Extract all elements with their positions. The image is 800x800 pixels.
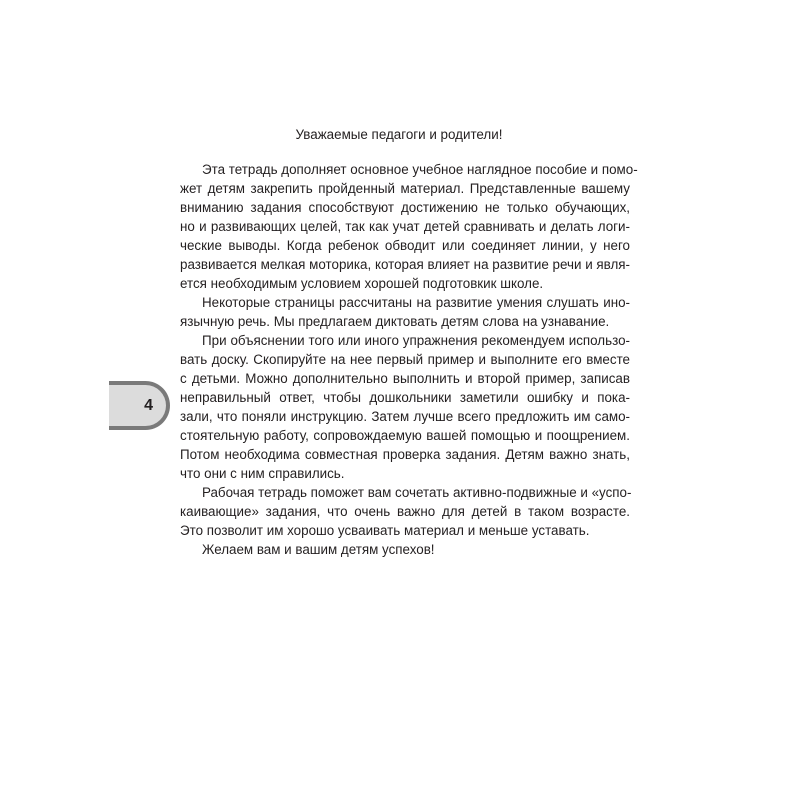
text-line: Рабочая тетрадь поможет вам сочетать активно-подвижные и «успо- xyxy=(202,485,632,500)
paragraph-4 xyxy=(180,483,630,540)
paragraph-1 xyxy=(180,160,638,293)
text-line: вниманию задания способствуют достижению не только обучающих, xyxy=(180,200,630,215)
text-line: ческие выводы. Когда ребенок обводит или соединяет линии, у него xyxy=(180,238,630,253)
text-line: Это позволит им хорошо усваивать материал и меньше уставать. xyxy=(180,523,590,538)
page-heading: Уважаемые педагоги и родители! xyxy=(295,127,503,142)
paragraph-2 xyxy=(180,293,630,331)
text-line: что они с ним справились. xyxy=(180,466,345,481)
paragraph-5 xyxy=(180,540,630,559)
text-line: При объяснении того или иного упражнения рекомендуем использо- xyxy=(202,333,630,348)
text-line: Некоторые страницы рассчитаны на развитие умения слушать ино- xyxy=(202,295,630,310)
paragraph-3 xyxy=(180,331,630,483)
text-line: каивающие» задания, что очень важно для детей в таком возрасте. xyxy=(180,504,630,519)
text-line: стоятельную работу, сопровождаемую вашей помощью и поощрением. xyxy=(180,428,630,443)
text-line: неправильный ответ, чтобы дошкольники заметили ошибку и пока- xyxy=(180,390,630,405)
text-line: развивается мелкая моторика, которая влияет на развитие речи и явля- xyxy=(180,257,630,272)
body-text xyxy=(180,160,638,559)
text-line: но и развивающих целей, так как учат детей сравнивать и делать логи- xyxy=(180,219,630,234)
text-line: вать доску. Скопируйте на нее первый пример и выполните его вместе xyxy=(180,352,630,367)
page-number-tab xyxy=(109,381,170,430)
text-line: язычную речь. Мы предлагаем диктовать детям слова на узнавание. xyxy=(180,314,610,329)
text-line: зали, что поняли инструкцию. Затем лучше всего предложить им само- xyxy=(180,409,630,424)
text-line: Эта тетрадь дополняет основное учебное наглядное пособие и помо- xyxy=(202,162,638,177)
text-line: с детьми. Можно дополнительно выполнить и второй пример, записав xyxy=(180,371,630,386)
text-line: ется необходимым условием хорошей подготовкик школе. xyxy=(180,276,544,291)
text-line: жет детям закрепить пройденный материал. Представленные вашему xyxy=(180,181,630,196)
page-number: 4 xyxy=(144,397,153,414)
text-line: Потом необходима совместная проверка задания. Детям важно знать, xyxy=(180,447,630,462)
text-line: Желаем вам и вашим детям успехов! xyxy=(202,542,435,557)
